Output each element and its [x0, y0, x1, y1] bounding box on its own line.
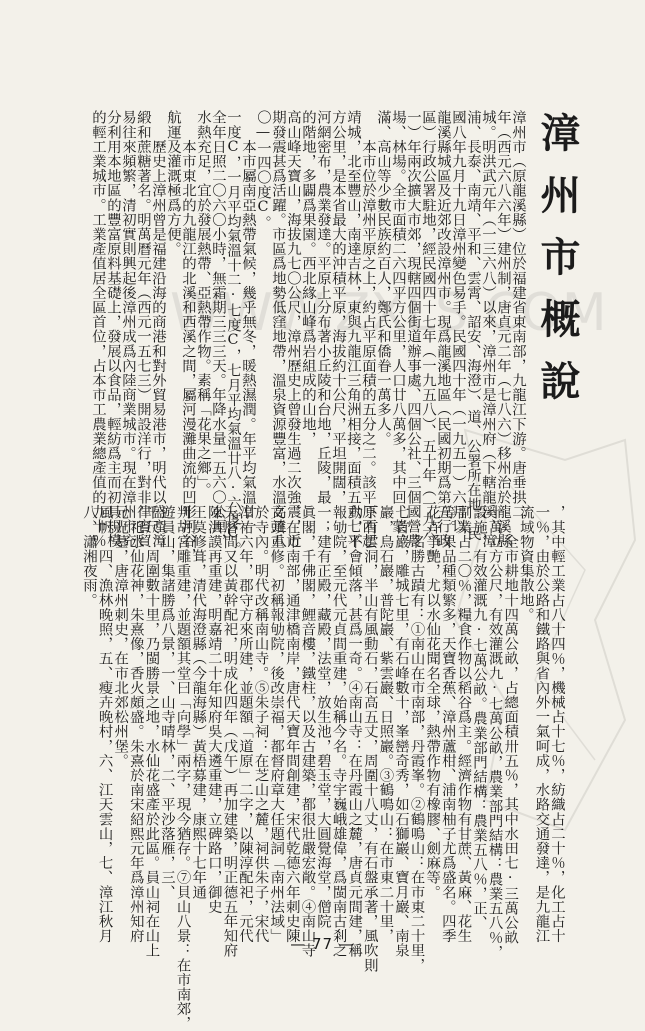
text-column: ，祀水仙花神，朱熹像，香火頗盛。朱熹於南宋紹熙元年爲漳州知府	[127, 505, 144, 943]
text-column: 遊員山，集諸勝爲八景，一、山寺晴林，二、平沙落雁，三、	[159, 505, 175, 900]
text-column: ，其中輕工業占八十四％，機械占十七％，紡織占二十％，化工占十	[549, 505, 565, 943]
text-column: 河網密布，農業發達。平原上分布著小丘陵和台地，丘陵，最	[315, 110, 331, 505]
text-column: 水熱充足，宜於發展熱帶、亞熱帶作物。素稱「花果之鄉」。	[195, 110, 211, 497]
text-column: 緞和蔗糖著名。明萬曆元年（西元一五七三）開設洋行，對非律賓貿	[135, 110, 151, 548]
text-column: 分利用本地區的豐富原料基礎上，發展以食品，輕紡爲主而初具規模	[105, 110, 121, 548]
text-column: 本市屬南亞熱帶氣候，幾乎無冬，暖熱濕潤。年平均氣溫廿一	[240, 110, 256, 534]
text-column: 歷史上漳州曾是福建沿海的商港和對外貿易港市，明代以盛產漳	[150, 110, 166, 548]
text-column: 〇—一四〇度C。	[255, 110, 271, 230]
text-column: 一度C，一月平均氣溫十二·七度C，七月平均氣溫廿八·六度C。	[225, 110, 241, 556]
text-column: 一）年兩次擴大市郊，現轄四個街道辦事處、四個公社、三個國營農	[405, 110, 421, 548]
text-column: ，在市南部，通津橋南岸，唐代天寶年間創建，宋代乾德六年刺史陳	[283, 505, 300, 943]
text-column: 流域物資集散地。	[517, 505, 534, 622]
text-column: 八、瀟湘夜雨。	[81, 505, 97, 608]
text-column: 眞閣，千佛閣，鯉音樓，鐵柱，以及古建築，都很壯嚴宏敞。④南山寺	[299, 505, 316, 958]
text-column: 下有雲洞，半山有風動石，石高五丈，周圍十八丈，有石盤承著，風吹則	[361, 505, 378, 973]
watermark-text: WWW.ZXLS.COM	[170, 283, 607, 343]
text-column: 全市耕地十四萬公畝，占總面積卅五％，其中水田七·三萬公畝	[502, 505, 519, 945]
text-column: 本市東北的九龍江的北溪和西溪之間，屬河漫灘曲流的凹形河谷，	[180, 110, 196, 563]
text-column: 於寺內。明代改稱南山寺。⑤朱子祠：在芝山之麓，祠供朱子，宋代	[252, 505, 269, 943]
text-column: 花卉爭艷，尤以水仙花聞名全球，熱帶作物有橡膠、劍麻等。	[424, 505, 441, 900]
text-column: 淳祐六年，郡守方來所建，並題額「道原」二字，以陳淳配祀，元代	[237, 505, 253, 943]
text-column: 動，不會傾落，甚爲一奇。④南山寺：在丹霞山之麓，唐貞元間建，稱	[346, 505, 363, 958]
text-column: 陳洪謨再重建，明嘉靖二十年知府吳大遴重建，立碑路口，御史	[205, 505, 222, 914]
text-column: 報劬院，至元代元貞間重建，始稱今名。寺宇巍峨雄偉，爲閩南古剎之	[330, 505, 347, 958]
text-column: 區）行政公署駐地，經民國四十七年（一九五八）、五十年（一九六	[420, 110, 436, 541]
text-column: 靖城，北至豐山，南達吉林，東與九龍江三角洲相接，面積五六七平	[345, 110, 361, 548]
text-column: 城。明洪武元年（一三六八）以來，漳州市是漳州府（下轄龍溪、漳	[480, 110, 496, 548]
page-number: — 77 —	[290, 935, 355, 953]
text-column: 一％，由於公路和鐵路與省內外一氣呵成，水路交通發達，是九龍江	[533, 505, 550, 943]
text-column: 龍溪縣城區及近郊改設漳州市。現爲龍溪地區（民國初期爲第五行政	[435, 110, 451, 548]
text-column: 設施，有效灌溉九·七萬公畝。農業部門結構：農業五八％，正、	[471, 505, 487, 930]
text-column: 判胡宮雕重建，並題額其堂曰「向學」兩字，現今猶存。⑦貝山八景：在市南郊，	[174, 505, 191, 1031]
text-column: 文頭重修。初稱報劬院，後改崇福，都督府章大任題詞「南州法域」	[268, 505, 285, 943]
text-column: 方公里，是本省最大的沖積平原，海拔約十公尺，平坦開闊，	[330, 110, 346, 505]
text-column: 全年日照二〇六〇小時，無霜期三三三天。年降水量一五六〇公厘，	[210, 110, 226, 548]
text-column: 國八年九月十九日漳州變色易手。民國四十年（一九五一）六月以	[450, 110, 466, 534]
text-column: 名勝古蹟有：①南山在市南部，丹霞峯。②鶴鳴山：在市東二十里，	[408, 505, 425, 973]
text-column: 期發震甚爲活躍。市區爲地勢低窪地帶，溫泉資源豐富，水溫高達八	[270, 110, 286, 548]
text-column: 年（西元六八六年）建州制，唐貞元二年（七八六）移州治於龍溪縣	[495, 110, 511, 548]
text-column: 一；建有正殿，藏殿，法堂，放生池，碧玉堂，大圓覺海堂，僧院	[315, 505, 331, 929]
page-title: 漳州市概說	[534, 112, 581, 422]
text-column: 易往來頻繁，清初實則興起後漳州成爲內陸商業城市。現在漳州市充	[120, 110, 136, 548]
text-column: 十萬立方公尺，有效灌溉九·七萬公畝，農業部門結構：農業五八％，	[486, 505, 503, 960]
text-column: 的階地，多闢爲果園。西北緣山峰爲岩組成的山地，	[300, 110, 316, 446]
text-column: 等。果品種類繁多，天寶香蕉、漳州蘆柑、浦南柚子尤爲盛名。四季	[439, 505, 456, 943]
text-column: 元光墓，唐漳州刺史，在市北郊松州堡。	[112, 505, 129, 768]
text-column: 七首巖，雕城七里，有石峰數十，峯巒奇秀，如石獅巖、寶月巖、南泉	[393, 505, 409, 958]
text-column: 天曆間又以黃幹配祀，明成化四年（戊午）再加建築，明正德五年知府	[221, 505, 238, 958]
text-column: 場、林場。全市面積二六四平方公里，人口廿八萬多，其中回、蒙、	[390, 110, 406, 548]
text-column: 巖，鳥石巖，普陀巖、紫雲巖、日照巖。③鶴鳴山：在市東二十里，	[377, 505, 394, 943]
text-column: 風帆，四、漁林晚照，五、瘦卉晚村，六、江天雲山，七、漳江秋月	[96, 505, 113, 943]
text-column: 千尺。周圍數十里，乃閩勝景之地，水仙花盛產於此區。員山祠在山上	[143, 505, 160, 958]
text-column: 本市位於漳州平原之上，約占平原面積的五分之二。該平原西起	[360, 110, 376, 548]
text-column: 王莫修葺，清代海澄縣（今龍海縣）黃梧募建，康熙十七年通	[190, 505, 207, 900]
text-column: 浦、長泰、南靖、平和、雲霄、詔安、海澄）、道、公署所在地。民	[465, 110, 481, 541]
text-column: 航運及灌溉極爲方便。	[165, 110, 181, 256]
text-column: 滿、高山等少數民族約百人，鄭氏和僑眷一萬多人。	[375, 110, 391, 446]
text-column: 漳州市（原龍溪縣）位於福建省東南部，九龍江下游。唐垂拱二	[510, 110, 526, 519]
text-column: 的輕工業城市。工業產值居全區首位，占本市工農業總產值的九十％	[90, 110, 106, 548]
text-column: 副業占二〇％，糧食作物以稻谷爲主。經濟作物有甘蔗、黃麻、花生	[455, 505, 472, 943]
text-column: 高山峰天寶山，海拔九七〇公尺，漳州歷史上曾發生過二次強震，近	[285, 110, 301, 548]
